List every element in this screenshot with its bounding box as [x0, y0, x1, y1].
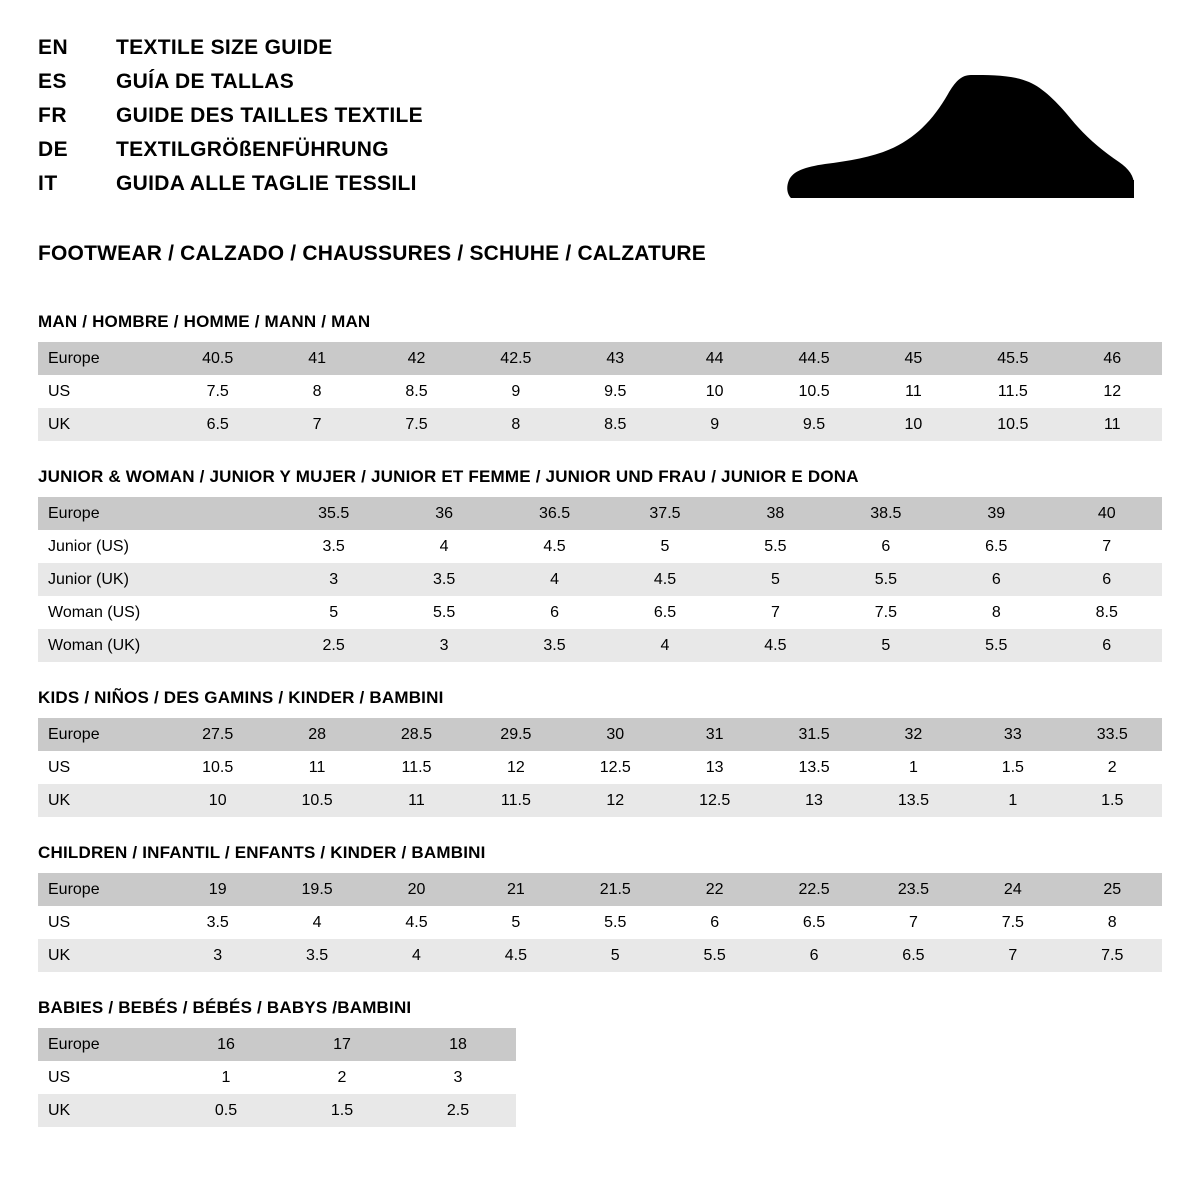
size-cell: 38 [720, 497, 830, 530]
section-title: MAN / HOMBRE / HOMME / MANN / MAN [38, 312, 371, 331]
table-row [38, 939, 1162, 972]
size-section [38, 467, 1162, 662]
section-title: CHILDREN / INFANTIL / ENFANTS / KINDER / BAMBINI [38, 843, 486, 862]
size-cell: 39 [941, 497, 1051, 530]
size-cell: 8.5 [566, 408, 665, 441]
size-cell: 11.5 [466, 784, 565, 817]
size-cell: 45.5 [963, 342, 1062, 375]
size-cell: 45 [864, 342, 963, 375]
size-cell: 8 [941, 596, 1051, 629]
size-cell: 6 [764, 939, 863, 972]
size-cell: 10.5 [963, 408, 1062, 441]
size-cell: 23.5 [864, 873, 963, 906]
size-cell: 5.5 [566, 906, 665, 939]
size-cell: 4 [367, 939, 466, 972]
table-row [38, 784, 1162, 817]
size-cell: 5.5 [665, 939, 764, 972]
row-label: UK [38, 784, 168, 817]
size-cell: 4 [499, 563, 609, 596]
size-cell: 38.5 [831, 497, 941, 530]
size-cell [168, 629, 278, 662]
size-cell: 44.5 [764, 342, 863, 375]
table-row [38, 497, 1162, 530]
size-cell: 10.5 [267, 784, 366, 817]
size-cell: 40.5 [168, 342, 267, 375]
size-cell [168, 563, 278, 596]
size-cell [168, 497, 278, 530]
size-cell: 0.5 [168, 1094, 284, 1127]
size-cell: 29.5 [466, 718, 565, 751]
size-cell: 1.5 [284, 1094, 400, 1127]
table-row [38, 1028, 516, 1061]
size-cell: 4 [389, 530, 499, 563]
size-cell: 1 [963, 784, 1062, 817]
size-cell: 22.5 [764, 873, 863, 906]
table-row [38, 563, 1162, 596]
size-cell: 4.5 [610, 563, 720, 596]
table-row [38, 375, 1162, 408]
size-cell: 36.5 [499, 497, 609, 530]
row-label: Europe [38, 873, 168, 906]
row-label: Europe [38, 342, 168, 375]
size-cell: 12 [1063, 375, 1162, 408]
size-cell: 22 [665, 873, 764, 906]
row-label: Junior (US) [38, 530, 168, 563]
size-cell: 12 [466, 751, 565, 784]
language-row [38, 138, 423, 172]
size-cell: 7 [864, 906, 963, 939]
size-cell: 1.5 [1063, 784, 1162, 817]
row-label: Europe [38, 497, 168, 530]
language-guide-title: GUÍA DE TALLAS [116, 70, 295, 93]
size-cell: 5.5 [941, 629, 1051, 662]
size-cell: 3 [278, 563, 388, 596]
section-title: BABIES / BEBÉS / BÉBÉS / BABYS /BAMBINI [38, 998, 412, 1017]
size-section [38, 312, 1162, 441]
table-row [38, 1061, 516, 1094]
size-cell: 6.5 [168, 408, 267, 441]
size-cell: 10 [665, 375, 764, 408]
size-cell: 41 [267, 342, 366, 375]
size-cell: 4.5 [367, 906, 466, 939]
size-table [38, 1028, 516, 1127]
language-row [38, 172, 423, 206]
size-cell: 4 [610, 629, 720, 662]
size-cell: 30 [566, 718, 665, 751]
row-label: Woman (US) [38, 596, 168, 629]
table-row [38, 1094, 516, 1127]
size-cell: 18 [400, 1028, 516, 1061]
size-cell: 13 [665, 751, 764, 784]
dress-shoe-icon [780, 62, 1140, 212]
language-row [38, 36, 423, 70]
size-cell: 6.5 [864, 939, 963, 972]
size-cell: 6 [499, 596, 609, 629]
size-cell: 7.5 [963, 906, 1062, 939]
table-row [38, 342, 1162, 375]
size-cell: 5 [278, 596, 388, 629]
size-cell [168, 596, 278, 629]
size-cell: 1 [168, 1061, 284, 1094]
size-cell: 20 [367, 873, 466, 906]
size-section [38, 843, 1162, 972]
size-cell: 12.5 [566, 751, 665, 784]
size-cell: 6 [1052, 563, 1163, 596]
size-cell: 3.5 [278, 530, 388, 563]
size-cell: 10 [168, 784, 267, 817]
size-cell: 4.5 [499, 530, 609, 563]
language-code: ES [38, 70, 68, 93]
size-cell: 6 [831, 530, 941, 563]
size-cell: 1.5 [963, 751, 1062, 784]
size-cell: 5 [720, 563, 830, 596]
table-row [38, 629, 1162, 662]
size-cell: 19.5 [267, 873, 366, 906]
size-cell: 8 [466, 408, 565, 441]
size-cell: 3.5 [389, 563, 499, 596]
size-cell: 4.5 [720, 629, 830, 662]
table-row [38, 751, 1162, 784]
size-cell: 12.5 [665, 784, 764, 817]
size-cell: 2 [1063, 751, 1162, 784]
row-label: Woman (UK) [38, 629, 168, 662]
size-cell: 6 [1052, 629, 1163, 662]
size-section [38, 998, 1162, 1127]
size-cell: 21 [466, 873, 565, 906]
size-cell: 10.5 [168, 751, 267, 784]
size-cell: 8 [1063, 906, 1162, 939]
size-cell: 11.5 [963, 375, 1062, 408]
size-cell: 31 [665, 718, 764, 751]
size-cell: 4 [267, 906, 366, 939]
size-cell: 6.5 [610, 596, 720, 629]
size-cell: 3 [168, 939, 267, 972]
size-cell: 16 [168, 1028, 284, 1061]
size-cell: 10.5 [764, 375, 863, 408]
size-cell: 11 [367, 784, 466, 817]
size-cell: 8 [267, 375, 366, 408]
size-cell: 28 [267, 718, 366, 751]
size-cell: 5 [466, 906, 565, 939]
size-cell: 28.5 [367, 718, 466, 751]
language-guide-title: TEXTILGRÖßENFÜHRUNG [116, 138, 389, 161]
size-cell: 31.5 [764, 718, 863, 751]
table-row [38, 408, 1162, 441]
section-title: JUNIOR & WOMAN / JUNIOR Y MUJER / JUNIOR ET FEMME / JUNIOR UND FRAU / JUNIOR E DONA [38, 467, 859, 486]
size-cell: 13.5 [864, 784, 963, 817]
language-code: FR [38, 104, 67, 127]
size-cell: 46 [1063, 342, 1162, 375]
size-cell: 6 [941, 563, 1051, 596]
section-title: KIDS / NIÑOS / DES GAMINS / KINDER / BAMBINI [38, 688, 444, 707]
size-table [38, 873, 1162, 972]
table-row [38, 873, 1162, 906]
size-cell: 7 [1052, 530, 1163, 563]
table-row [38, 718, 1162, 751]
size-cell: 3.5 [267, 939, 366, 972]
language-title-list [38, 36, 423, 206]
language-guide-title: GUIDE DES TAILLES TEXTILE [116, 104, 423, 127]
header [38, 36, 1162, 212]
size-cell: 42 [367, 342, 466, 375]
table-row [38, 530, 1162, 563]
size-cell: 7 [963, 939, 1062, 972]
size-cell: 33.5 [1063, 718, 1162, 751]
size-cell: 35.5 [278, 497, 388, 530]
size-cell: 32 [864, 718, 963, 751]
size-cell: 37.5 [610, 497, 720, 530]
size-cell [168, 530, 278, 563]
size-cell: 9 [466, 375, 565, 408]
size-cell: 27.5 [168, 718, 267, 751]
size-cell: 5 [831, 629, 941, 662]
size-cell: 5.5 [720, 530, 830, 563]
size-cell: 7.5 [367, 408, 466, 441]
size-cell: 1 [864, 751, 963, 784]
size-cell: 13 [764, 784, 863, 817]
size-cell: 7.5 [1063, 939, 1162, 972]
size-cell: 11 [1063, 408, 1162, 441]
size-cell: 8.5 [1052, 596, 1163, 629]
size-cell: 3.5 [499, 629, 609, 662]
size-cell: 3 [389, 629, 499, 662]
size-cell: 5 [610, 530, 720, 563]
size-cell: 11 [267, 751, 366, 784]
language-guide-title: TEXTILE SIZE GUIDE [116, 36, 333, 59]
row-label: US [38, 375, 168, 408]
size-cell: 17 [284, 1028, 400, 1061]
language-guide-title: GUIDA ALLE TAGLIE TESSILI [116, 172, 417, 195]
size-cell: 5.5 [389, 596, 499, 629]
row-label: US [38, 1061, 168, 1094]
size-cell: 8.5 [367, 375, 466, 408]
size-section [38, 688, 1162, 817]
size-cell: 42.5 [466, 342, 565, 375]
size-cell: 6 [665, 906, 764, 939]
row-label: Europe [38, 1028, 168, 1061]
size-cell: 12 [566, 784, 665, 817]
size-cell: 7 [720, 596, 830, 629]
size-cell: 9 [665, 408, 764, 441]
size-cell: 43 [566, 342, 665, 375]
size-cell: 9.5 [566, 375, 665, 408]
size-cell: 33 [963, 718, 1062, 751]
size-table [38, 497, 1162, 662]
size-cell: 11.5 [367, 751, 466, 784]
size-cell: 2.5 [278, 629, 388, 662]
table-row [38, 906, 1162, 939]
language-row [38, 70, 423, 104]
size-cell: 13.5 [764, 751, 863, 784]
size-cell: 6.5 [764, 906, 863, 939]
size-cell: 9.5 [764, 408, 863, 441]
category-title: FOOTWEAR / CALZADO / CHAUSSURES / SCHUHE / CALZATURE [38, 242, 707, 265]
size-cell: 10 [864, 408, 963, 441]
size-cell: 2.5 [400, 1094, 516, 1127]
size-cell: 11 [864, 375, 963, 408]
row-label: US [38, 751, 168, 784]
size-cell: 25 [1063, 873, 1162, 906]
size-cell: 5.5 [831, 563, 941, 596]
size-cell: 5 [566, 939, 665, 972]
size-cell: 36 [389, 497, 499, 530]
size-cell: 3 [400, 1061, 516, 1094]
size-cell: 24 [963, 873, 1062, 906]
row-label: Europe [38, 718, 168, 751]
size-table [38, 342, 1162, 441]
row-label: US [38, 906, 168, 939]
language-code: DE [38, 138, 69, 161]
size-cell: 2 [284, 1061, 400, 1094]
language-code: EN [38, 36, 69, 59]
size-cell: 4.5 [466, 939, 565, 972]
header-spacer [38, 266, 1162, 286]
size-cell: 21.5 [566, 873, 665, 906]
language-code: IT [38, 172, 58, 195]
row-label: UK [38, 1094, 168, 1127]
size-cell: 40 [1052, 497, 1163, 530]
language-row [38, 104, 423, 138]
size-cell: 3.5 [168, 906, 267, 939]
table-row [38, 596, 1162, 629]
size-cell: 44 [665, 342, 764, 375]
sections-container [38, 312, 1162, 1127]
row-label: UK [38, 408, 168, 441]
row-label: Junior (UK) [38, 563, 168, 596]
size-cell: 7 [267, 408, 366, 441]
size-cell: 7.5 [168, 375, 267, 408]
row-label: UK [38, 939, 168, 972]
size-table [38, 718, 1162, 817]
size-cell: 6.5 [941, 530, 1051, 563]
size-cell: 7.5 [831, 596, 941, 629]
size-cell: 19 [168, 873, 267, 906]
